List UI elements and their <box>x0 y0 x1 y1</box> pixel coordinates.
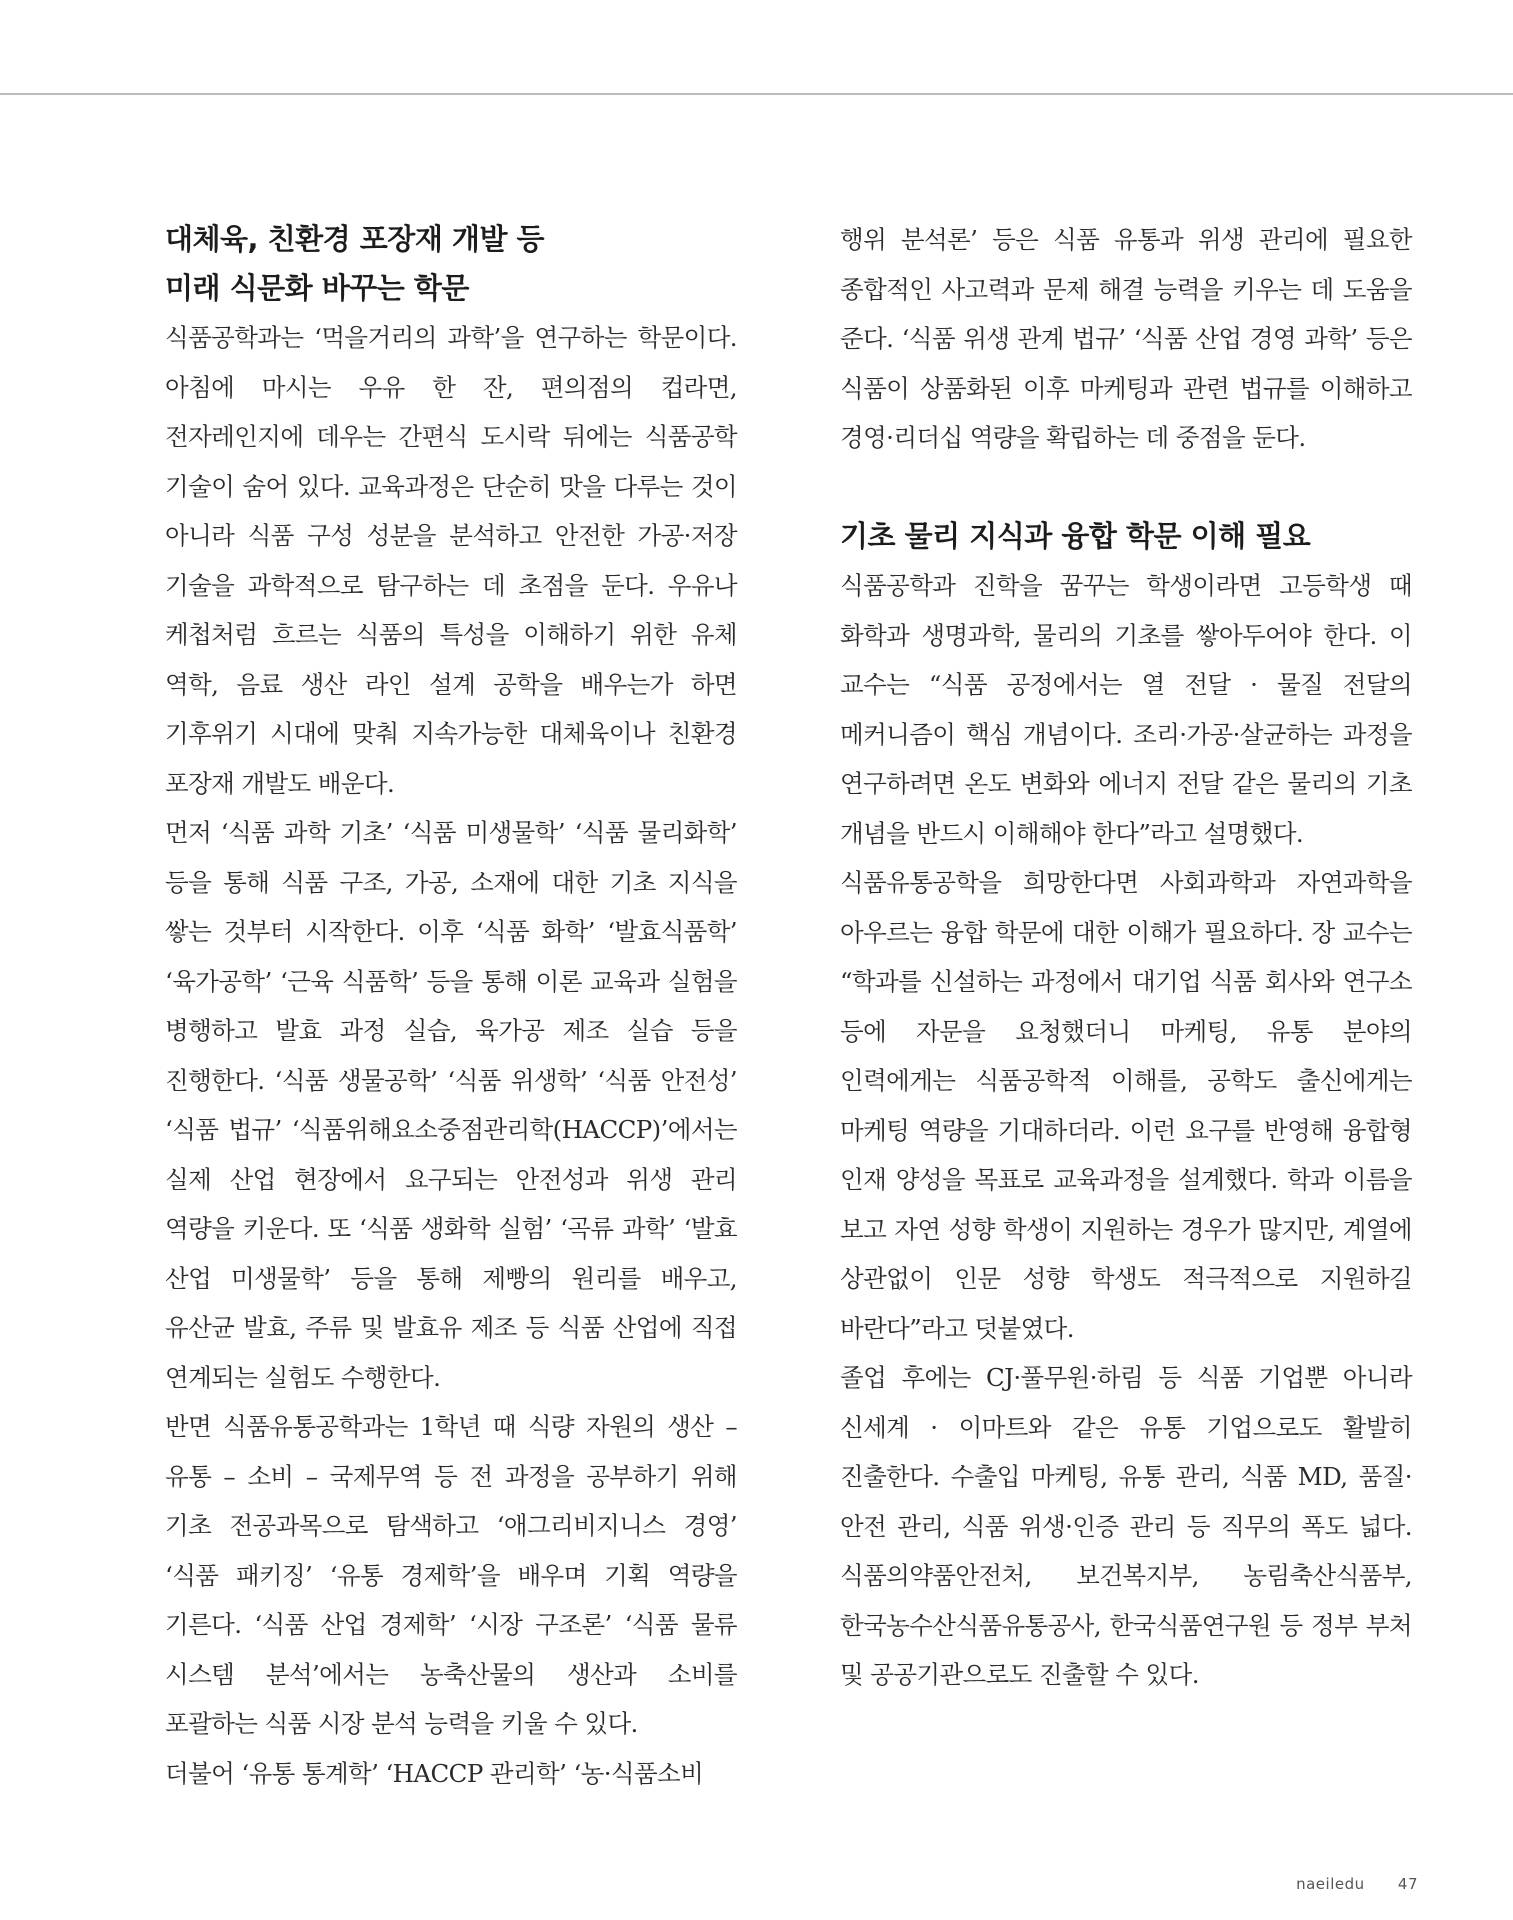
page-footer <box>1296 1875 1418 1893</box>
paragraph: 식품유통공학을 희망한다면 사회과학과 자연과학을 아우르는 융합 학문에 대한 이해가 필요하다. 장 교수는 “학과를 신설하는 과정에서 대기업 식품 회사와 연구소 등에 자문을 요청했더니 마케팅, 유통 분야의 인력에게는 식품공학적 이해를, 공학도 출신에게는 마케팅 역량을 기대하더라. 이런 요구를 반영해 융합형 인재 양성을 목표로 교육과정을 설계했다. 학과 이름을 보고 자연 성향 학생이 지원하는 경우가 많지만, 계열에 상관없이 인문 성향 학생도 적극적으로 지원하길 바란다”라고 덧붙였다. <box>840 868 1412 1343</box>
paragraph: 식품공학과 진학을 꿈꾸는 학생이라면 고등학생 때 화학과 생명과학, 물리의 기초를 쌓아두어야 한다. 이 교수는 “식품 공정에서는 열 전달 · 물질 전달의 메커니즘이 핵심 개념이다. 조리·가공·살균하는 과정을 연구하려면 온도 변화와 에너지 전달 같은 물리의 기초 개념을 반드시 이해해야 한다”라고 설명했다. <box>840 571 1412 848</box>
paragraph: 졸업 후에는 CJ·풀무원·하림 등 식품 기업뿐 아니라 신세계 · 이마트와 같은 유통 기업으로도 활발히 진출한다. 수출입 마케팅, 유통 관리, 식품 MD, 품질·안전 관리, 식품 위생·인증 관리 등 직무의 폭도 넓다. 식품의약품안전처, 보건복지부, 농림축산식품부, 한국농수산식품유통공사, 한국식품연구원 등 정부 부처 및 공공기관으로도 진출할 수 있다. <box>840 1363 1412 1689</box>
paragraph: 반면 식품유통공학과는 1학년 때 식량 자원의 생산 – 유통 – 소비 – 국제무역 등 전 과정을 공부하기 위해 기초 전공과목으로 탐색하고 ‘애그리비지니스 경영’ ‘식품 패키징’ ‘유통 경제학’을 배우며 기획 역량을 기른다. ‘식품 산업 경제학’ ‘시장 구조론’ ‘식품 물류 시스템 분석’에서는 농축산물의 생산과 소비를 포괄하는 식품 시장 분석 능력을 키울 수 있다. <box>165 1412 737 1738</box>
page-number: 47 <box>1397 1875 1418 1893</box>
top-rule <box>0 93 1513 95</box>
section-heading-2: 기초 물리 지식과 융합 학문 이해 필요 <box>840 519 1311 553</box>
heading-line-1: 대체육, 친환경 포장재 개발 등 <box>165 222 545 256</box>
spacer <box>840 463 1412 513</box>
paragraph: 행위 분석론’ 등은 식품 유통과 위생 관리에 필요한 종합적인 사고력과 문제 해결 능력을 키우는 데 도움을 준다. ‘식품 위생 관계 법규’ ‘식품 산업 경영 과학’ 등은 식품이 상품화된 이후 마케팅과 관련 법규를 이해하고 경영·리더십 역량을 확립하는 데 중점을 둔다. <box>840 225 1412 452</box>
section-heading-1 <box>165 215 737 313</box>
right-column <box>840 215 1412 1700</box>
heading-line-2: 미래 식문화 바꾸는 학문 <box>165 271 469 305</box>
left-column <box>165 215 737 1798</box>
paragraph: 식품공학과는 ‘먹을거리의 과학’을 연구하는 학문이다. 아침에 마시는 우유 한 잔, 편의점의 컵라면, 전자레인지에 데우는 간편식 도시락 뒤에는 식품공학 기술이 숨어 있다. 교육과정은 단순히 맛을 다루는 것이 아니라 식품 구성 성분을 분석하고 안전한 가공·저장 기술을 과학적으로 탐구하는 데 초점을 둔다. 우유나 케첩처럼 흐르는 식품의 특성을 이해하기 위한 유체 역학, 음료 생산 라인 설계 공학을 배우는가 하면 기후위기 시대에 맞춰 지속가능한 대체육이나 친환경 포장재 개발도 배운다. <box>165 323 737 798</box>
publication-name: naeiledu <box>1296 1875 1365 1893</box>
paragraph: 먼저 ‘식품 과학 기초’ ‘식품 미생물학’ ‘식품 물리화학’ 등을 통해 식품 구조, 가공, 소재에 대한 기초 지식을 쌓는 것부터 시작한다. 이후 ‘식품 화학’ ‘발효식품학’ ‘육가공학’ ‘근육 식품학’ 등을 통해 이론 교육과 실험을 병행하고 발효 과정 실습, 육가공 제조 실습 등을 진행한다. ‘식품 생물공학’ ‘식품 위생학’ ‘식품 안전성’ ‘식품 법규’ ‘식품위해요소중점관리학(HACCP)’에서는 실제 산업 현장에서 요구되는 안전성과 위생 관리 역량을 키운다. 또 ‘식품 생화학 실험’ ‘곡류 과학’ ‘발효 산업 미생물학’ 등을 통해 제빵의 원리를 배우고, 유산균 발효, 주류 및 발효유 제조 등 식품 산업에 직접 연계되는 실험도 수행한다. <box>165 818 737 1392</box>
paragraph: 더불어 ‘유통 통계학’ ‘HACCP 관리학’ ‘농·식품소비 <box>165 1758 704 1788</box>
